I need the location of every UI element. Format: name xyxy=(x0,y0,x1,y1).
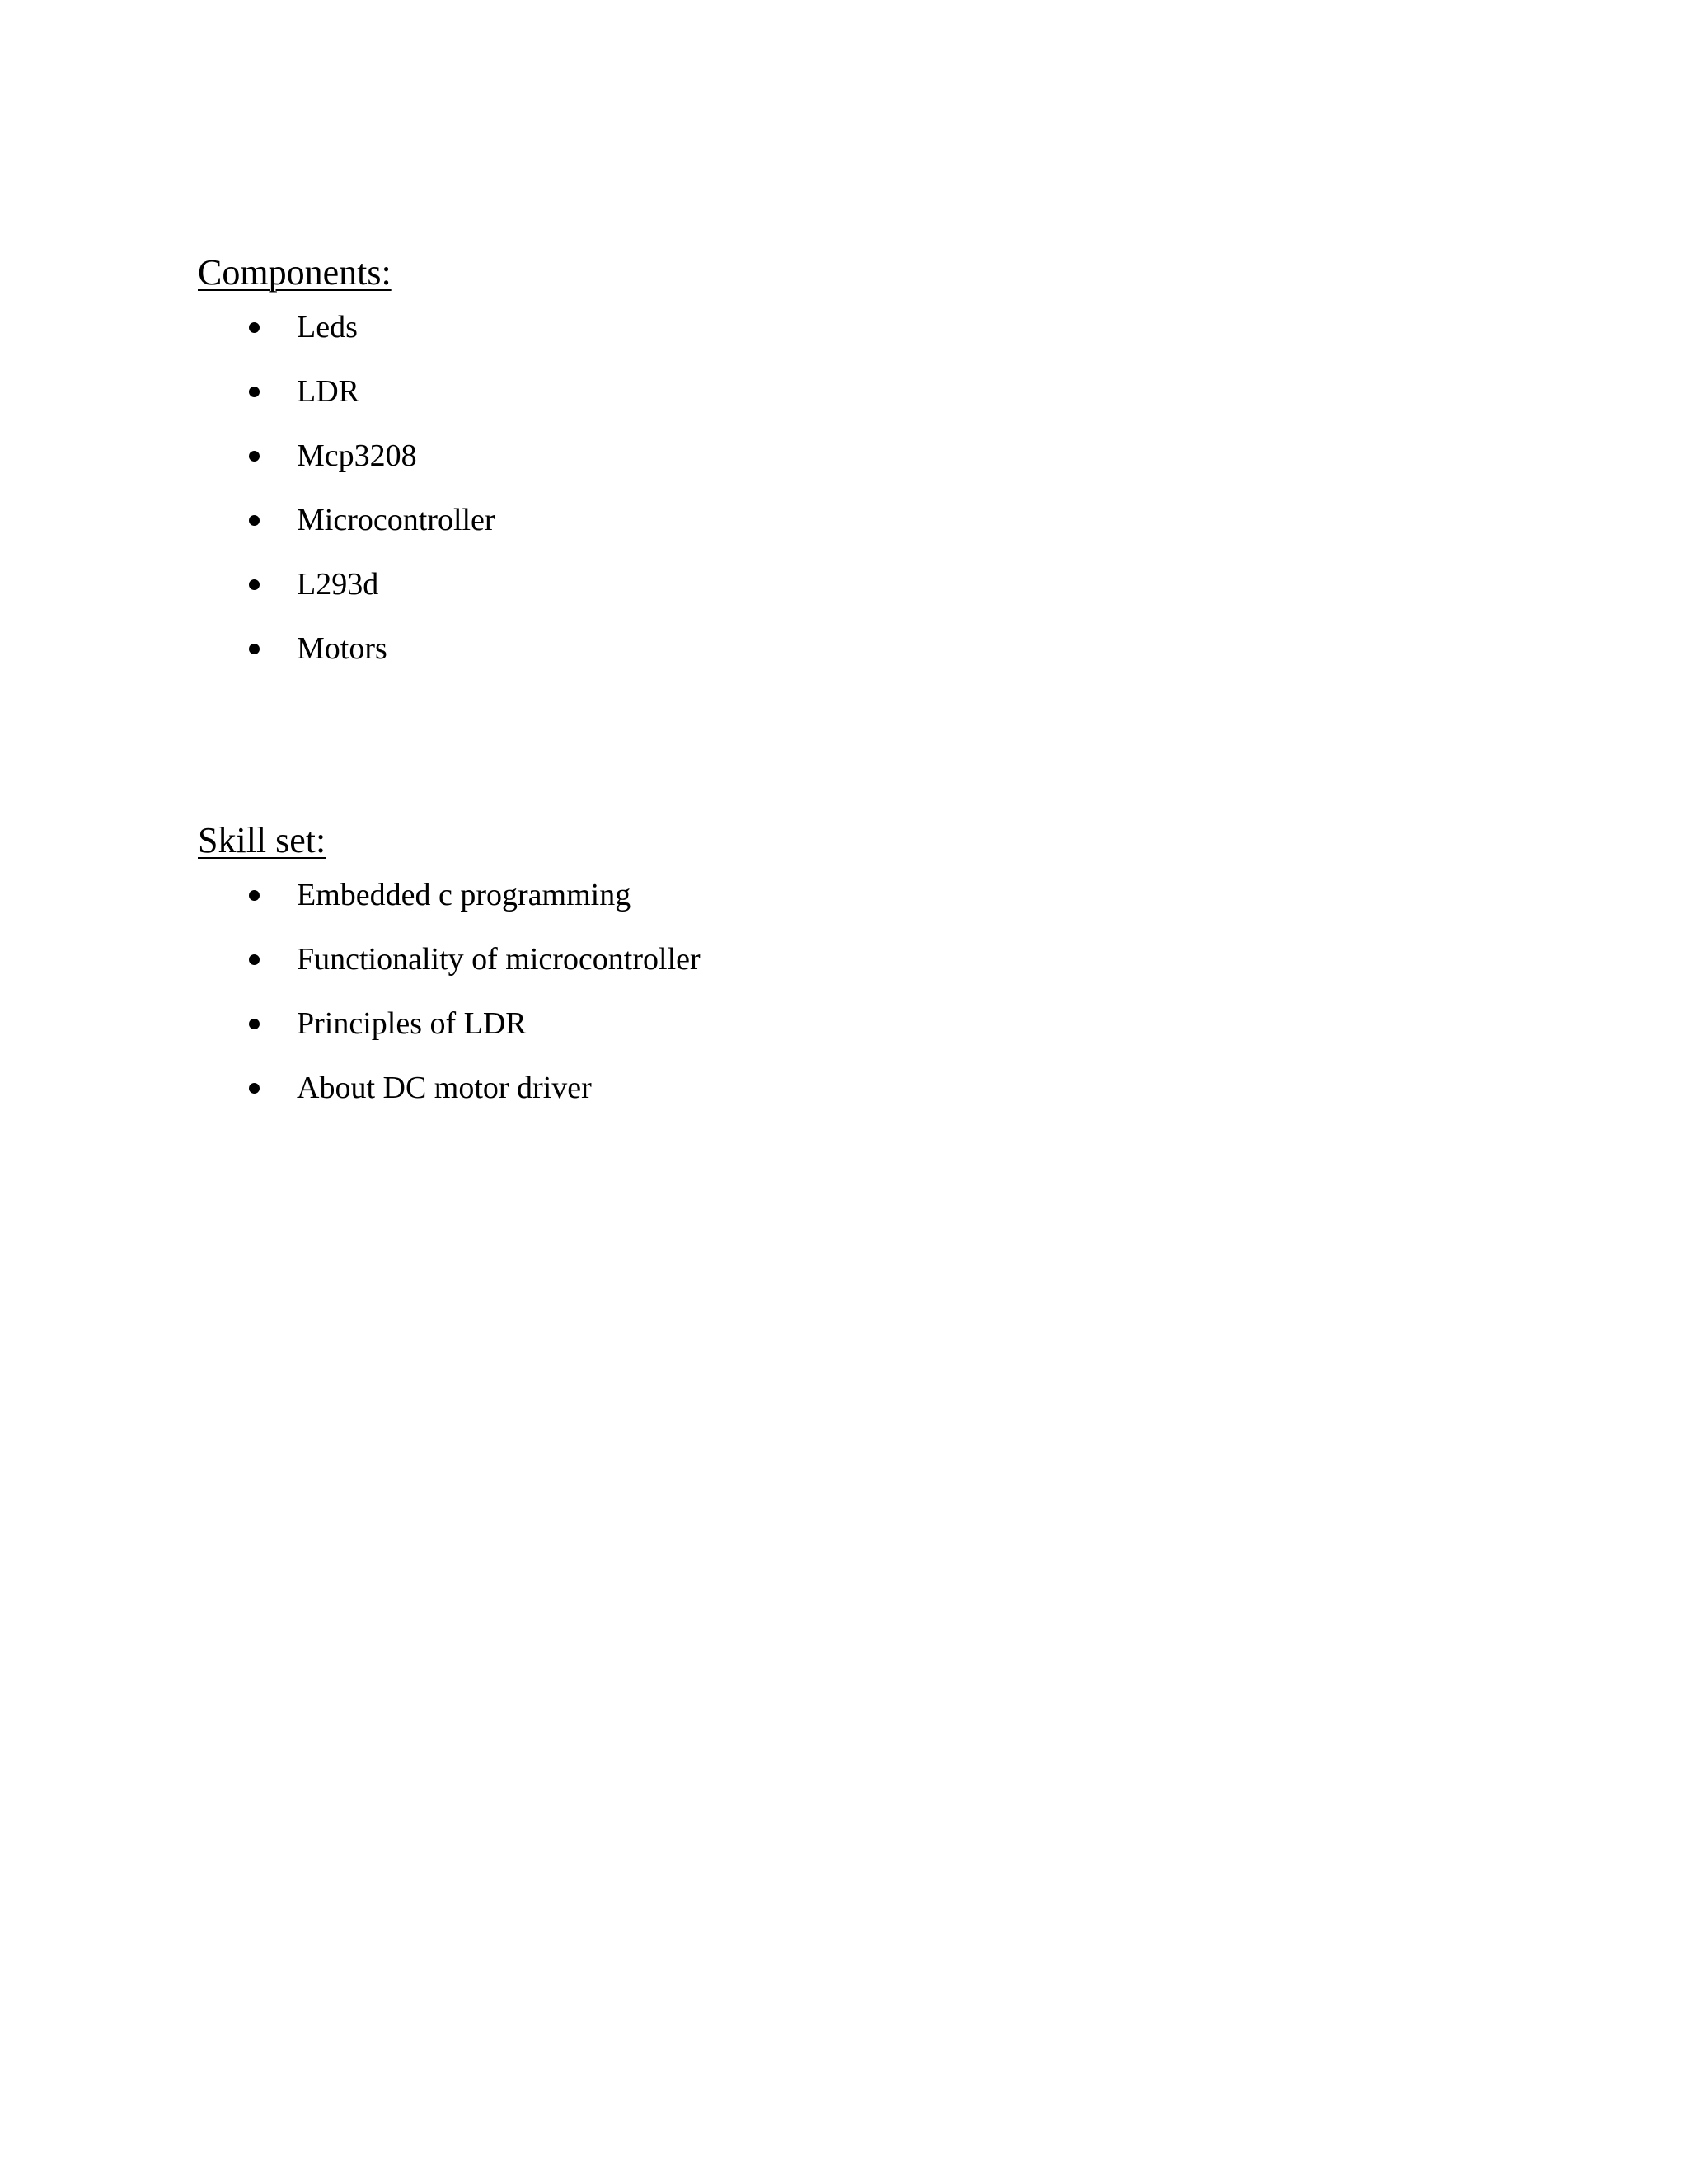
bullet-icon xyxy=(249,322,260,333)
list-item-text: Microcontroller xyxy=(297,503,495,537)
bullet-icon xyxy=(249,579,260,590)
list-item-text: L293d xyxy=(297,567,379,602)
list-item xyxy=(198,1065,701,1129)
list-item xyxy=(198,626,495,690)
bullet-icon xyxy=(249,451,260,462)
list-item xyxy=(198,1001,701,1065)
components-heading: Components: xyxy=(198,252,392,293)
list-item xyxy=(198,561,495,626)
list-item-text: Principles of LDR xyxy=(297,1006,527,1041)
list-item-text: Functionality of microcontroller xyxy=(297,942,701,977)
components-section xyxy=(198,250,495,690)
skill-set-section xyxy=(198,818,701,1129)
skill-set-list xyxy=(198,872,701,1129)
list-item xyxy=(198,872,701,936)
list-item-text: Mcp3208 xyxy=(297,438,417,473)
list-item xyxy=(198,497,495,561)
list-item xyxy=(198,304,495,368)
list-item xyxy=(198,936,701,1001)
components-list xyxy=(198,304,495,690)
bullet-icon xyxy=(249,1019,260,1029)
bullet-icon xyxy=(249,1083,260,1094)
bullet-icon xyxy=(249,515,260,526)
bullet-icon xyxy=(249,644,260,654)
skill-set-heading: Skill set: xyxy=(198,820,326,860)
list-item xyxy=(198,368,495,433)
bullet-icon xyxy=(249,954,260,965)
list-item-text: LDR xyxy=(297,374,359,409)
bullet-icon xyxy=(249,387,260,397)
list-item-text: About DC motor driver xyxy=(297,1071,592,1105)
list-item-text: Motors xyxy=(297,631,387,666)
list-item-text: Leds xyxy=(297,310,358,344)
bullet-icon xyxy=(249,890,260,901)
list-item xyxy=(198,433,495,497)
list-item-text: Embedded c programming xyxy=(297,878,631,912)
